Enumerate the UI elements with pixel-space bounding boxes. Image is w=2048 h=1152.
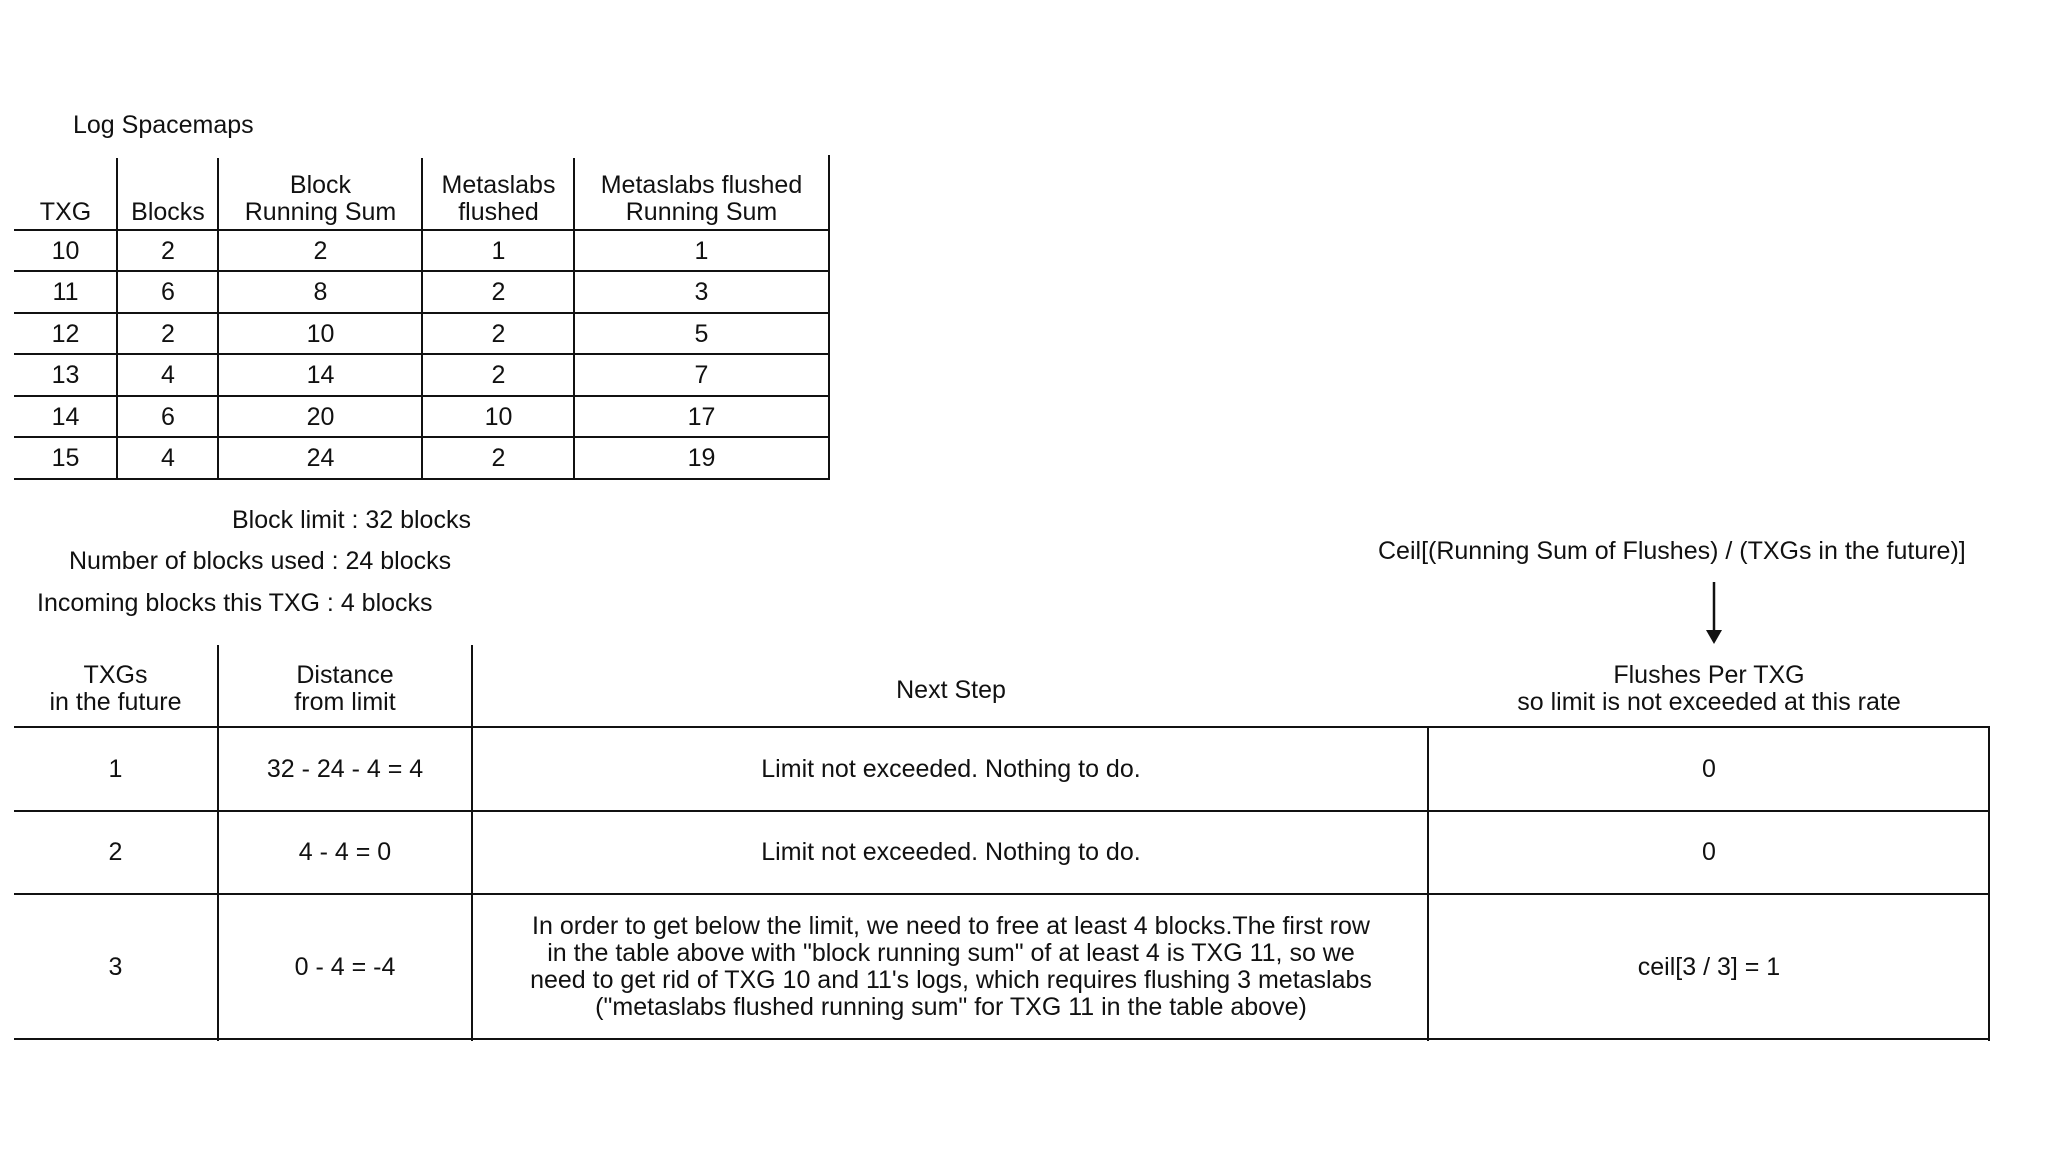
- future-header-distance: [219, 650, 471, 716]
- future-table-rule: [14, 810, 1990, 812]
- future-cell-txgs: 2: [108, 837, 123, 866]
- log-cell: 10: [306, 319, 335, 348]
- header-line: in the future: [49, 688, 182, 716]
- log-cell: 7: [694, 360, 709, 389]
- log-table-title: Log Spacemaps: [73, 111, 254, 139]
- log-cell: 1: [694, 236, 709, 265]
- log-cell: 2: [491, 360, 506, 389]
- log-cell: 10: [484, 402, 513, 431]
- log-cell: 13: [51, 360, 80, 389]
- next-step-line: In order to get below the limit, we need to free at least 4 blocks.The first row: [532, 912, 1370, 940]
- header-line: flushed: [458, 198, 539, 226]
- log-cell: 10: [51, 236, 80, 265]
- flush-formula: Ceil[(Running Sum of Flushes) / (TXGs in the future)]: [1378, 537, 1966, 565]
- header-line: Blocks: [131, 198, 205, 226]
- next-step-line: need to get rid of TXG 10 and 11's logs, which requires flushing 3 metaslabs: [530, 966, 1372, 994]
- future-header-txgs: [14, 650, 217, 716]
- future-cell-distance: 32 - 24 - 4 = 4: [266, 754, 424, 783]
- log-header-metaslabs-running-sum: [575, 158, 828, 226]
- log-table-divider: [828, 155, 830, 480]
- log-cell: 6: [161, 277, 175, 306]
- future-header-next-step: [474, 650, 1428, 704]
- future-header-flushes: [1429, 650, 1989, 716]
- header-line: from limit: [294, 688, 396, 716]
- log-header-block-running-sum: [219, 158, 422, 226]
- log-table-divider: [116, 158, 118, 480]
- future-cell-flushes: 0: [1702, 754, 1716, 783]
- log-header-blocks: [118, 158, 218, 226]
- block-limit-label: Block limit : 32 blocks: [232, 506, 471, 534]
- log-cell: 12: [51, 319, 80, 348]
- future-cell-distance: 4 - 4 = 0: [298, 837, 392, 866]
- log-cell: 2: [161, 236, 175, 265]
- log-cell: 4: [161, 443, 175, 472]
- header-line: Metaslabs: [441, 171, 556, 199]
- header-line: Metaslabs flushed: [600, 171, 803, 199]
- log-cell: 2: [491, 277, 506, 306]
- log-cell: 5: [694, 319, 709, 348]
- header-line: Flushes Per TXG: [1613, 661, 1805, 689]
- future-cell-flushes: ceil[3 / 3] = 1: [1637, 952, 1781, 981]
- future-cell-distance: 0 - 4 = -4: [294, 952, 396, 981]
- header-line: Distance: [296, 661, 394, 689]
- future-cell-flushes: 0: [1702, 837, 1716, 866]
- future-table-divider: [217, 645, 219, 1041]
- log-cell: 2: [313, 236, 328, 265]
- log-cell: 2: [161, 319, 175, 348]
- future-table-divider: [1427, 726, 1429, 1041]
- down-arrow-icon: [1700, 582, 1728, 646]
- log-cell: 2: [491, 443, 506, 472]
- log-cell: 20: [306, 402, 335, 431]
- log-cell: 4: [161, 360, 175, 389]
- log-header-txg: [14, 158, 117, 226]
- future-table-rule: [14, 1038, 1990, 1040]
- incoming-blocks-label: Incoming blocks this TXG : 4 blocks: [37, 589, 433, 617]
- log-cell: 19: [687, 443, 716, 472]
- future-cell-txgs: 3: [108, 952, 123, 981]
- future-table-rule: [14, 893, 1990, 895]
- header-line: Running Sum: [625, 198, 778, 226]
- next-step-line: Limit not exceeded. Nothing to do.: [761, 754, 1141, 783]
- log-table-divider: [217, 158, 219, 480]
- log-cell: 3: [694, 277, 709, 306]
- log-cell: 11: [52, 277, 79, 306]
- future-cell-next-step: [474, 729, 1428, 809]
- header-line: Block: [289, 171, 352, 199]
- future-table-divider: [471, 645, 473, 1041]
- log-table-divider: [573, 158, 575, 480]
- header-line: Running Sum: [244, 198, 397, 226]
- log-cell: 6: [161, 402, 175, 431]
- log-cell: 15: [51, 443, 80, 472]
- log-cell: 14: [51, 402, 80, 431]
- future-cell-next-step: [474, 812, 1428, 892]
- log-cell: 24: [306, 443, 335, 472]
- next-step-line: Limit not exceeded. Nothing to do.: [761, 837, 1141, 866]
- next-step-line: in the table above with "block running sum" of at least 4 is TXG 11, so we: [547, 939, 1355, 967]
- future-cell-txgs: 1: [108, 754, 123, 783]
- header-line: TXG: [39, 198, 92, 226]
- log-header-metaslabs-flushed: [423, 158, 574, 226]
- header-line: Next Step: [896, 676, 1006, 704]
- blocks-used-label: Number of blocks used : 24 blocks: [69, 547, 452, 575]
- next-step-line: ("metaslabs flushed running sum" for TXG 11 in the table above): [595, 993, 1307, 1021]
- header-line: so limit is not exceeded at this rate: [1517, 688, 1901, 716]
- log-cell: 8: [313, 277, 328, 306]
- future-table-divider: [1988, 726, 1990, 1041]
- log-cell: 1: [491, 236, 506, 265]
- log-table-divider: [421, 158, 423, 480]
- future-table-rule: [14, 726, 1990, 728]
- log-cell: 14: [306, 360, 335, 389]
- log-cell: 2: [491, 319, 506, 348]
- future-cell-next-step: [474, 895, 1428, 1039]
- header-line: TXGs: [83, 661, 148, 689]
- log-cell: 17: [687, 402, 716, 431]
